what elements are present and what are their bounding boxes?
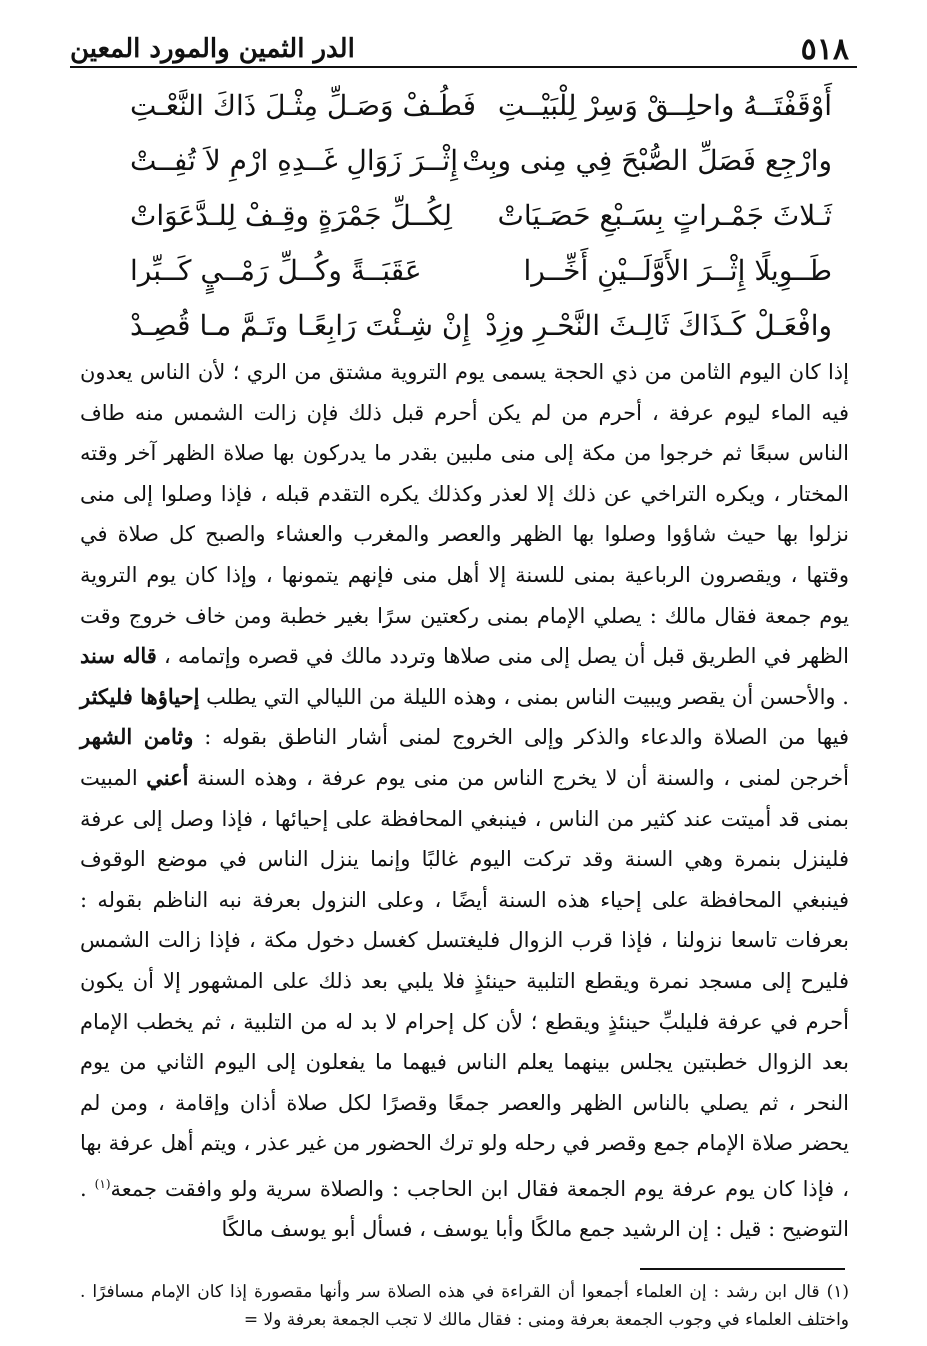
- verse-second-hemistich: فَطُـفْ وَصَـلِّ مِثْـلَ ذَاكَ النَّعْـتِ: [130, 89, 476, 122]
- footnote-divider: [640, 1268, 845, 1270]
- verse-first-hemistich: أَوْقَفْتَــهُ واحلِــقْ وَسِرْ لِلْبَيْــتِ: [497, 89, 832, 122]
- page-number: ٥١٨: [800, 32, 849, 67]
- body-bold-segment: قاله سند: [80, 643, 157, 669]
- verse-line: [130, 304, 832, 359]
- body-segment: المبيت بمنى قد أميتت عند كثير من الناس ، فينبغي المحافظة على إحيائها ، فإذا وصل إلى عرفة فلينزل بنمرة وهي السنة وقد تركت اليوم غالبًا وإنما ينزل الناس في موضع الوقوف فينبغي المحافظة على إحياء هذه السنة أيضًا ، وعلى النزول بعرفة نبه الناظم بقوله : بعرفات تاسعا نزولنا ، فإذا قرب الزوال فليغتسل كغسل دخول مكة ، فإذا زالت الشمس فليرح إلى مسجد نمرة ويقطع التلبية حينئذٍ فلا يلبي بعد ذلك على المشهور إلا أن يكون أحرم في عرفة فليلبِّ حينئذٍ ويقطع ؛ لأن كل إحرام لا بد له من التلبية ، ثم يخطب الإمام بعد الزوال خطبتين يجلس بينهما يعلم الناس فيهما ما يفعلون إلى اليوم الثاني من يوم النحر ، ثم يصلي بالناس الظهر والعصر جمعًا وقصرًا لكل صلاة أذان وإقامة ، ومن لم يحضر صلاة الإمام جمع وقصر في رحله ولو ترك الحضور من غير عذر ، ويتم أهل عرفة بها ، فإذا كان يوم عرفة يوم الجمعة فقال ابن الحاجب : والصلاة سرية ولو وافقت جمعة: [80, 765, 849, 1201]
- poem-block: [130, 84, 832, 359]
- verse-first-hemistich: وافْعَـلْ كَـذَاكَ ثَالِـثَ النَّحْـرِ وزِدْ: [485, 309, 832, 342]
- body-bold-segment: إحياؤها فليكثر: [80, 683, 200, 709]
- body-bold-segment: أعني: [146, 764, 189, 790]
- commentary-text: [80, 352, 849, 1250]
- body-segment: . التوضيح : قيل : إن الرشيد جمع مالكًا وأبا يوسف ، فسأل أبو يوسف مالكًا: [80, 1176, 849, 1242]
- verse-line: [130, 84, 832, 139]
- book-title: الدر الثمين والمورد المعين: [70, 34, 355, 64]
- header-divider: [70, 66, 857, 68]
- verse-second-hemistich: إِثْــرَ زَوَالِ غَــدِهِ ارْمِ لاَ تُفِــتْ: [130, 144, 458, 177]
- page-header: [70, 22, 857, 70]
- body-segment: أخرجن لمنى ، والسنة أن لا يخرج الناس من منى يوم عرفة ، وهذه السنة: [197, 765, 849, 790]
- verse-first-hemistich: ثَـلاثَ جَمْـراتٍ بِسَـبْعِ حَصَـيَاتْ: [497, 199, 832, 232]
- verse-second-hemistich: لِكُــلِّ جَمْرَةٍ وقِـفْ لِلـدَّعَوَاتْ: [130, 199, 453, 232]
- verse-line: [130, 194, 832, 249]
- verse-second-hemistich: عَقَبَــةً وكُــلِّ رَمْــيٍ كَــبِّرا: [130, 254, 422, 287]
- body-segment: فيها من الصلاة والدعاء والذكر وإلى الخروج لمنى أشار الناطق بقوله :: [204, 725, 849, 750]
- footnote: (١) قال ابن رشد : إن العلماء أجمعوا أن القراءة في هذه الصلاة سر وأنها مقصورة إذا كان الإمام مسافرًا . واختلف العلماء في وجوب الجمعة بعرفة ومنى : فقال مالك لا تجب الجمعة بعرفة ولا =: [80, 1282, 849, 1330]
- verse-second-hemistich: إِنْ شِـئْتَ رَابِعًـا وتَـمَّ مـا قُصِـدْ: [130, 309, 471, 342]
- body-segment: إذا كان اليوم الثامن من ذي الحجة يسمى يوم التروية مشتق من الري ؛ لأن الناس يعدون فيه الماء ليوم عرفة ، أحرم من لم يكن أحرم قبل ذلك فإن زالت الشمس منه طاف الناس سبعًا ثم خرجوا من مكة إلى منى ملبين بقدر ما يدركون بها صلاة الظهر آخر وقته المختار ، ويكره التراخي عن ذلك إلا لعذر وكذلك يكره التقدم قبله ، فإذا وصلوا إلى منى نزلوا بها حيث شاؤوا وصلوا بها الظهر والعصر والمغرب والعشاء والصبح كل صلاة في وقتها ، ويقصرون الرباعية بمنى للسنة إلا أهل منى فإنهم يتمونها ، وإذا كان يوم التروية يوم جمعة فقال مالك : يصلي الإمام بمنى ركعتين سرًا بغير خطبة ومن خاف خروج وقت الظهر في الطريق قبل أن يصل إلى منى صلاها وتردد مالك في قصره وإتمامه ،: [80, 360, 849, 669]
- body-segment: . والأحسن أن يقصر ويبيت الناس بمنى ، وهذه الليلة من الليالي التي يطلب: [206, 684, 849, 709]
- verse-line: [130, 249, 832, 304]
- verse-first-hemistich: وارْجِع فَصَلِّ الصُّبْحَ فِي مِنى وبِتْ: [462, 144, 832, 177]
- footnote-marker[interactable]: (١): [94, 1176, 111, 1191]
- verse-first-hemistich: طَــوِيلًا إِثْــرَ الأَوَّلَــيْنِ أَخِّــرا: [523, 254, 832, 287]
- verse-line: [130, 139, 832, 194]
- body-bold-segment: وثامن الشهر: [80, 724, 194, 750]
